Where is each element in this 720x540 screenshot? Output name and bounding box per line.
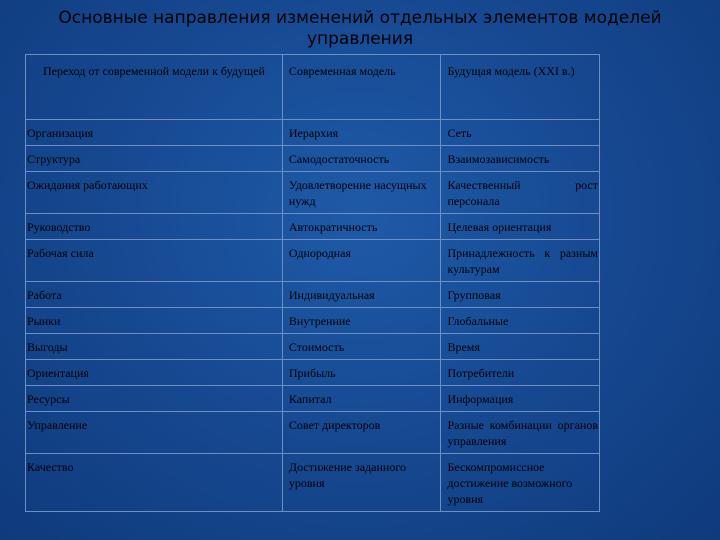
header-cell-future-model: Будущая модель (XXI в.): [441, 55, 600, 120]
future-value: Бескомпромиссное достижение возможного уровня: [441, 454, 600, 512]
slide-title: [0, 8, 720, 50]
header-cell-transition: Переход от современной модели к будущей: [26, 55, 283, 120]
current-value: Совет директоров: [282, 412, 441, 454]
slide-title-line-1: Основные направления изменений отдельных элементов моделей: [58, 8, 662, 28]
current-value: Удовлетворение насущных нужд: [282, 172, 441, 214]
table-row: [26, 172, 600, 214]
table-row: [26, 412, 600, 454]
table-row: [26, 214, 600, 240]
table-row: [26, 334, 600, 360]
current-value: Индивидуальная: [282, 282, 441, 308]
future-value: Групповая: [441, 282, 600, 308]
slide-title-line-2: управления: [306, 29, 414, 49]
future-value: Потребители: [441, 360, 600, 386]
current-value: Капитал: [282, 386, 441, 412]
future-value: Взаимозависимость: [441, 146, 600, 172]
current-value: Однородная: [282, 240, 441, 282]
current-value: Самодостаточность: [282, 146, 441, 172]
current-value: Внутренние: [282, 308, 441, 334]
table-row: [26, 146, 600, 172]
row-label: Рабочая сила: [26, 240, 283, 282]
table-header-row: [26, 55, 600, 120]
current-value: Достижение заданного уровня: [282, 454, 441, 512]
row-label: Структура: [26, 146, 283, 172]
table-row: [26, 120, 600, 146]
future-value: Глобальные: [441, 308, 600, 334]
future-value: Информация: [441, 386, 600, 412]
table-row: [26, 240, 600, 282]
current-value: Автократичность: [282, 214, 441, 240]
table-row: [26, 454, 600, 512]
row-label: Рынки: [26, 308, 283, 334]
future-value: Сеть: [441, 120, 600, 146]
table-row: [26, 360, 600, 386]
row-label: Руководство: [26, 214, 283, 240]
table-row: [26, 386, 600, 412]
future-value: Разные комбинации органов управления: [441, 412, 600, 454]
future-value: Принадлежность к разным культурам: [441, 240, 600, 282]
comparison-table: [25, 54, 600, 512]
row-label: Ресурсы: [26, 386, 283, 412]
row-label: Управление: [26, 412, 283, 454]
row-label: Ориентация: [26, 360, 283, 386]
current-value: Прибыль: [282, 360, 441, 386]
table-row: [26, 308, 600, 334]
future-value: Качественный рост персонала: [441, 172, 600, 214]
row-label: Качество: [26, 454, 283, 512]
current-value: Стоимость: [282, 334, 441, 360]
table-row: [26, 282, 600, 308]
future-value: Время: [441, 334, 600, 360]
row-label: Организация: [26, 120, 283, 146]
header-cell-current-model: Современная модель: [282, 55, 441, 120]
future-value: Целевая ориентация: [441, 214, 600, 240]
row-label: Ожидания работающих: [26, 172, 283, 214]
row-label: Выгоды: [26, 334, 283, 360]
current-value: Иерархия: [282, 120, 441, 146]
row-label: Работа: [26, 282, 283, 308]
